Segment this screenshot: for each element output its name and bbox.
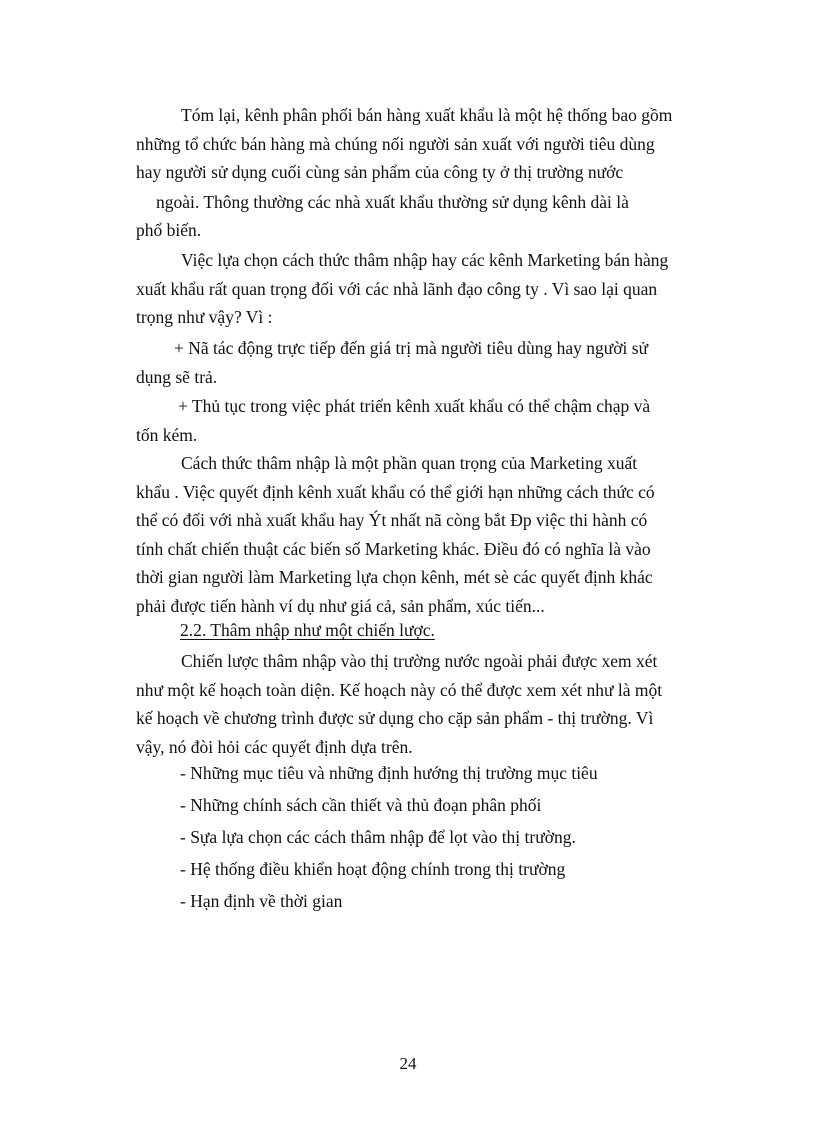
paragraph-entry-method (136, 449, 720, 620)
text-line: thể có đối với nhà xuất khẩu hay Ýt nhất nã còng bắt Đp việc thi hành có (136, 510, 648, 530)
text-line: phải được tiến hành ví dụ như giá cả, sản phẩm, xúc tiến... (136, 595, 545, 616)
paragraph-reason-value (136, 334, 720, 391)
paragraph-channel-importance (136, 246, 720, 332)
text-line: tốn kém. (136, 424, 198, 445)
text-line: những tổ chức bán hàng mà chúng nối người sản xuất với người tiêu dùng (136, 133, 655, 154)
text-line: + Nã tác động trực tiếp đến giá trị mà người tiêu dùng hay người sử (174, 338, 649, 358)
text-line: ngoài. Thông thường các nhà xuất khẩu thường sử dụng kênh dài là (156, 191, 629, 212)
text-line: phổ biến. (136, 220, 202, 240)
list-item: - Hệ thống điều khiển hoạt động chính trong thị trường (180, 859, 566, 879)
text-line: xuất khẩu rất quan trọng đối với các nhà lãnh đạo công ty . Vì sao lại quan (136, 278, 658, 299)
list-item: - Hạn định về thời gian (180, 891, 343, 911)
paragraph-channel-summary (136, 101, 720, 245)
text-line: vậy, nó đòi hỏi các quyết định dựa trên. (136, 736, 413, 757)
text-line: tính chất chiến thuật các biến số Marketing khác. Điều đó có nghĩa là vào (136, 538, 651, 559)
paragraph-reason-procedure (136, 392, 720, 449)
page-number: 24 (399, 1054, 417, 1073)
text-line: như một kế hoạch toàn diện. Kế hoạch này có thể được xem xét như là một (136, 679, 663, 700)
text-line: Chiến lược thâm nhập vào thị trường nước ngoài phải được xem xét (181, 651, 658, 671)
text-line: trọng như vậy? Vì : (136, 307, 273, 327)
list-item: - Những chính sách cần thiết và thủ đoạn phân phối (180, 795, 542, 815)
section-heading: 2.2. Thâm nhập như một chiến lược. (180, 620, 435, 640)
text-line: Tóm lại, kênh phân phối bán hàng xuất khẩu là một hệ thống bao gồm (181, 105, 673, 125)
text-line: khẩu . Việc quyết định kênh xuất khẩu có thể giới hạn những cách thức có (136, 481, 655, 502)
list-item: - Sựa lựa chọn các cách thâm nhập để lọt vào thị trường. (180, 827, 576, 847)
text-line: kế hoạch về chương trình được sử dụng cho cặp sản phẩm - thị trường. Vì (136, 708, 654, 728)
text-line: + Thủ tục trong việc phát triển kênh xuất khẩu có thể chậm chạp và (178, 396, 651, 416)
text-line: Cách thức thâm nhập là một phần quan trọng của Marketing xuất (181, 453, 638, 473)
text-line: hay người sử dụng cuối cùng sản phẩm của công ty ở thị trường nước (136, 162, 624, 182)
text-line: Việc lựa chọn cách thức thâm nhập hay các kênh Marketing bán hàng (181, 250, 669, 270)
text-line: thời gian người làm Marketing lựa chọn kênh, mét sè các quyết định khác (136, 567, 653, 587)
paragraph-strategy (136, 647, 720, 761)
list-item: - Những mục tiêu và những định hướng thị trường mục tiêu (180, 763, 598, 783)
text-line: dụng sẽ trả. (136, 366, 218, 387)
